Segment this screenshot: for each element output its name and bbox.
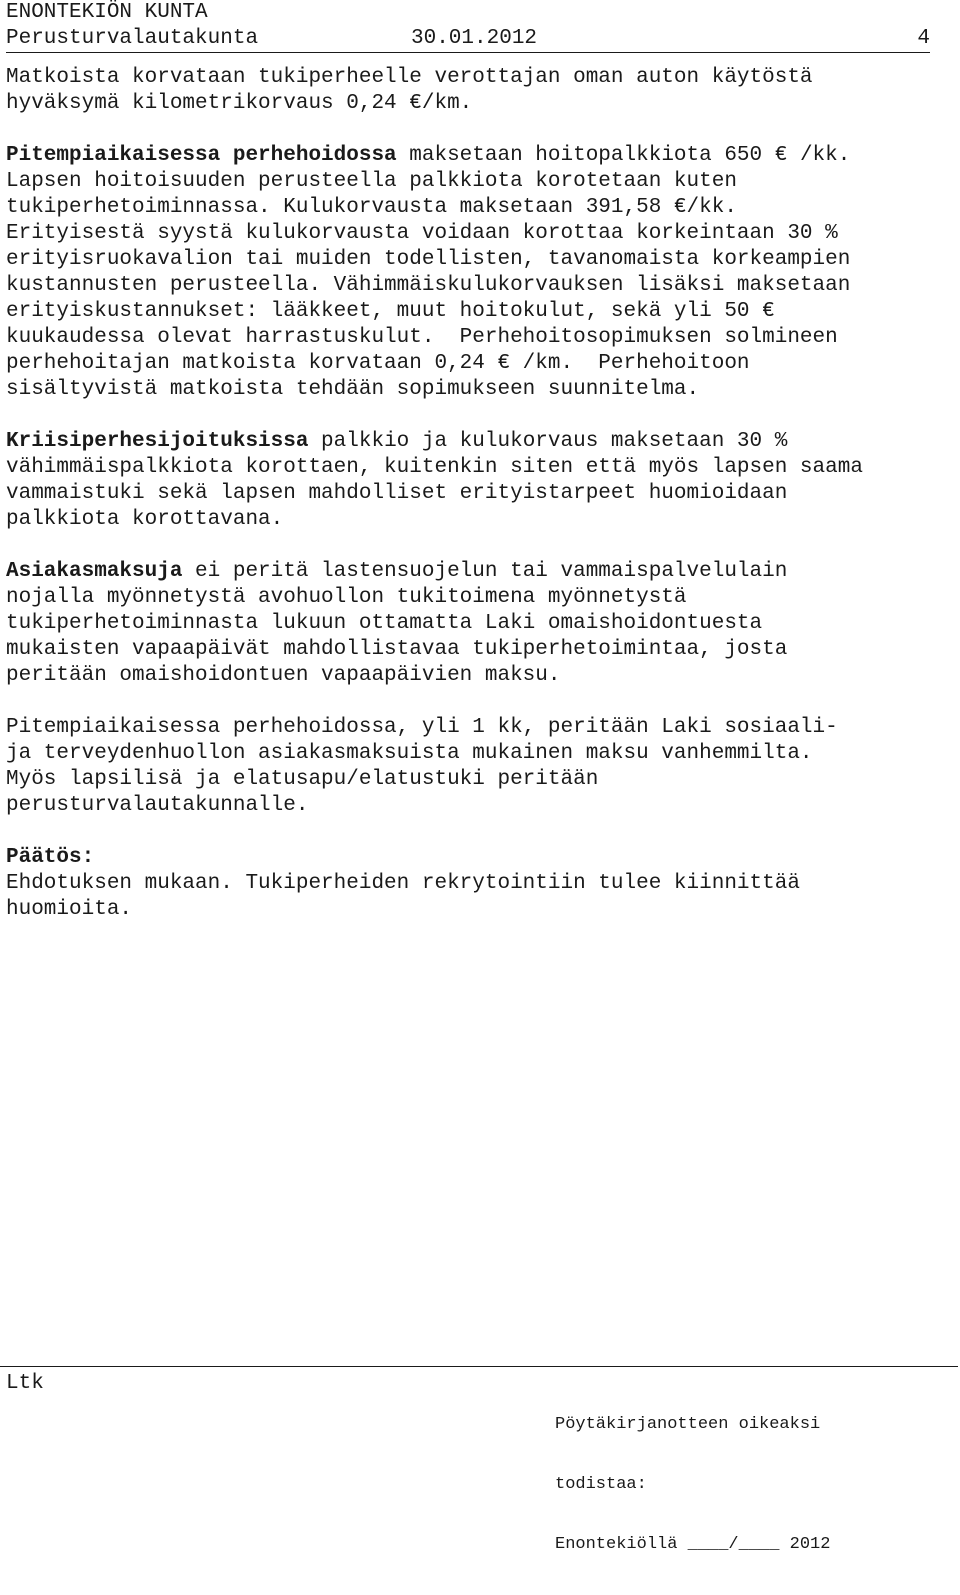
text-line: Ehdotuksen mukaan. Tukiperheiden rekrytointiin tulee kiinnittää	[6, 872, 800, 895]
text-line: vammaistuki sekä lapsen mahdolliset erityistarpeet huomioidaan	[6, 482, 788, 505]
text-line: kuukaudessa olevat harrastuskulut. Perhehoitosopimuksen solmineen	[6, 326, 838, 349]
page-header	[6, 0, 930, 53]
certify-line: Pöytäkirjanotteen oikeaksi	[555, 1415, 821, 1434]
paragraph-travel-compensation	[6, 65, 956, 117]
text-line: Matkoista korvataan tukiperheelle verottajan oman auton käytöstä	[6, 66, 813, 89]
text-line: ja terveydenhuollon asiakasmaksuista mukainen maksu vanhemmilta.	[6, 742, 813, 765]
header-row	[6, 26, 930, 53]
text-line: Myös lapsilisä ja elatusapu/elatustuki peritään	[6, 768, 599, 791]
text-line: nojalla myönnetystä avohuollon tukitoimena myönnetystä	[6, 586, 687, 609]
text-line: tukiperhetoiminnassa. Kulukorvausta maksetaan 391,58 €/kk.	[6, 196, 737, 219]
text-line: sisältyvistä matkoista tehdään sopimukseen suunnitelma.	[6, 378, 700, 401]
text-line: kustannusten perusteella. Vähimmäiskulukorvauksen lisäksi maksetaan	[6, 274, 851, 297]
municipality-name: ENONTEKIÖN KUNTA	[6, 1, 208, 24]
text-line: vähimmäispalkkiota korottaen, kuitenkin siten että myös lapsen saama	[6, 456, 863, 479]
decision-label: Päätös:	[6, 846, 95, 869]
paragraph-long-term-foster-care	[6, 143, 956, 403]
text-line: hyväksymä kilometrikorvaus 0,24 €/km.	[6, 92, 473, 115]
paragraph-parent-fees	[6, 715, 956, 819]
text-line: tukiperhetoiminnasta lukuun ottamatta Laki omaishoidontuesta	[6, 612, 763, 635]
document-body	[6, 65, 956, 949]
text-line: palkkiota korottavana.	[6, 508, 284, 531]
certify-place-date: Enontekiöllä ____/____ 2012	[555, 1535, 831, 1554]
committee-name: Perusturvalautakunta	[6, 27, 259, 50]
paragraph-crisis-placements	[6, 429, 956, 533]
text-line	[6, 429, 956, 455]
text-line: mukaisten vapaapäivät mahdollistavaa tukiperhetoimintaa, josta	[6, 638, 788, 661]
text-line: erityiskustannukset: lääkkeet, muut hoitokulut, sekä yli 50 €	[6, 300, 775, 323]
text-line	[6, 143, 956, 169]
text-line: peritään omaishoidontuen vapaapäivien maksu.	[6, 664, 561, 687]
text-line: Lapsen hoitoisuuden perusteella palkkiota korotetaan kuten	[6, 170, 737, 193]
ltk-label: Ltk	[6, 1372, 44, 1395]
text-line	[6, 559, 956, 585]
text-fragment: palkkio ja kulukorvaus maksetaan 30 %	[308, 430, 788, 453]
decision-section	[6, 845, 956, 923]
text-fragment: ei peritä lastensuojelun tai vammaispalvelulain	[182, 560, 788, 583]
certify-line: todistaa:	[555, 1475, 647, 1494]
bold-term: Kriisiperhesijoituksissa	[6, 430, 309, 453]
bold-term: Pitempiaikaisessa perhehoidossa	[6, 144, 397, 167]
paragraph-client-fees	[6, 559, 956, 689]
text-fragment: maksetaan hoitopalkkiota 650 € /kk.	[396, 144, 851, 167]
text-line: huomioita.	[6, 898, 133, 921]
bold-term: Asiakasmaksuja	[6, 560, 183, 583]
text-line: erityisruokavalion tai muiden todellisten, tavanomaista korkeampien	[6, 248, 851, 271]
text-line: Erityisestä syystä kulukorvausta voidaan korottaa korkeintaan 30 %	[6, 222, 838, 245]
text-line: Pitempiaikaisessa perhehoidossa, yli 1 kk, peritään Laki sosiaali-	[6, 716, 838, 739]
certification-block	[555, 1375, 830, 1595]
page-footer	[0, 1366, 958, 1554]
page-number: 4	[917, 27, 930, 50]
meeting-date: 30.01.2012	[411, 27, 538, 50]
text-line: perusturvalautakunnalle.	[6, 794, 309, 817]
text-line: perhehoitajan matkoista korvataan 0,24 € /km. Perhehoitoon	[6, 352, 750, 375]
